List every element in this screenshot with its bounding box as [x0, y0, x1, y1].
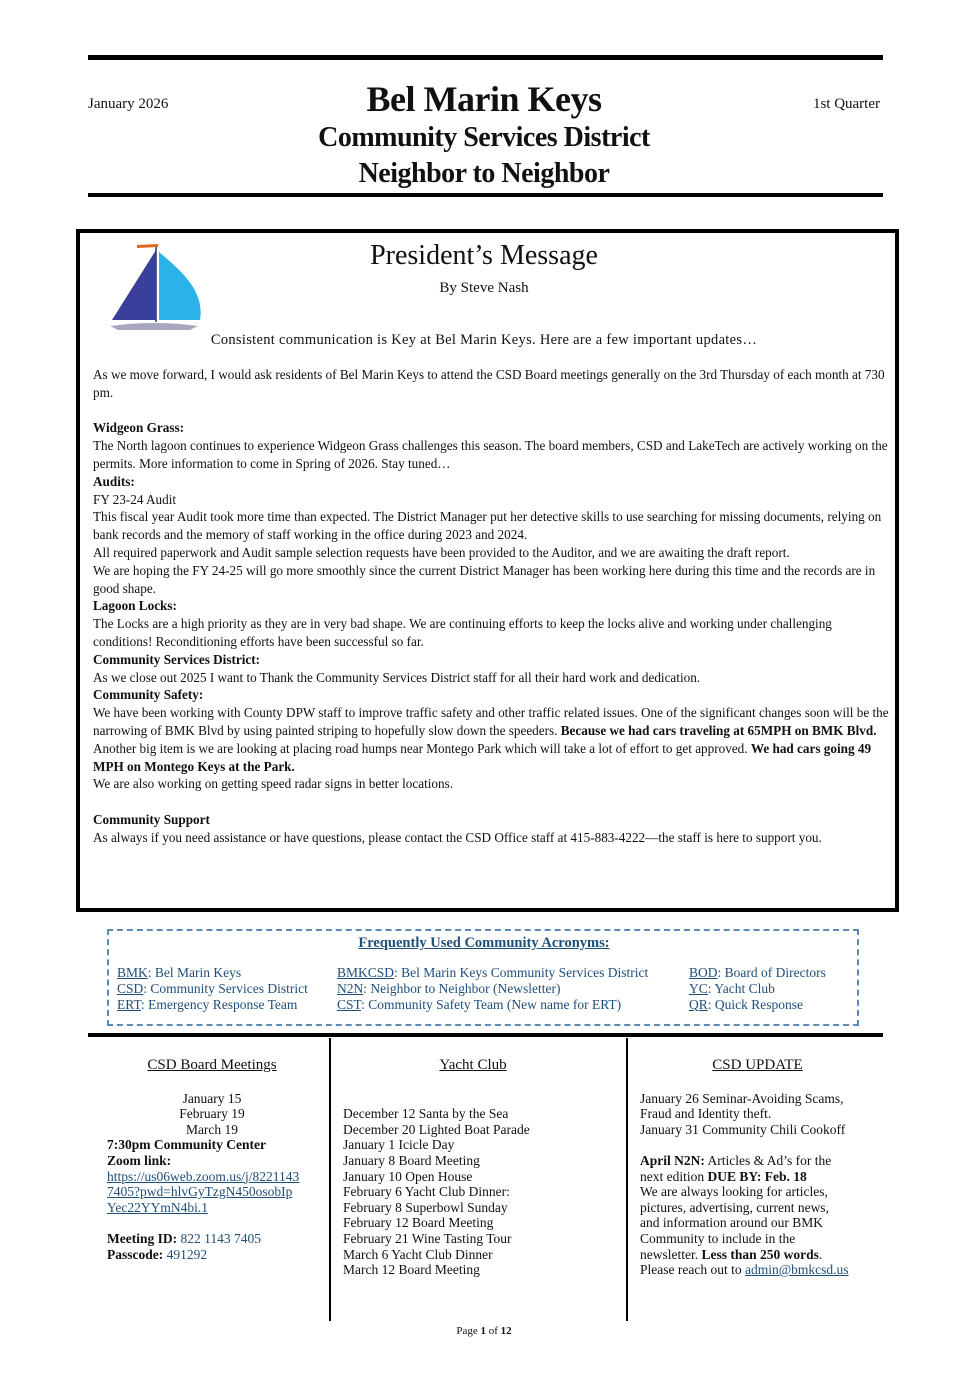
heading-lagoon-locks: Lagoon Locks:	[93, 598, 177, 614]
n2n-notice: April N2N: Articles & Ad’s for the	[640, 1152, 832, 1168]
paragraph-csd: As we close out 2025 I want to Thank the Community Services District staff for all their hard work and dedication.	[93, 669, 701, 685]
yacht-event: February 8 Superbowl Sunday	[343, 1199, 508, 1215]
issue-date: January 2026	[88, 96, 169, 112]
paragraph-audits-3: All required paperwork and Audit sample selection requests have been provided to the Auditor, and we are awaiting the draft report.	[93, 544, 790, 560]
meeting-date: February 19	[179, 1106, 245, 1122]
masthead-newsletter-name: Neighbor to Neighbor	[358, 158, 610, 189]
page-number: Page 1 of 12	[456, 1325, 512, 1337]
heading-csd: Community Services District:	[93, 651, 261, 667]
update-event: January 31 Community Chili Cookoff	[640, 1121, 846, 1137]
email-link[interactable]: admin@bmkcsd.us	[744, 1262, 849, 1278]
header-bottom-rule	[88, 193, 883, 197]
acronym-item: BMKCSD: Bel Marin Keys Community Services District	[337, 965, 649, 980]
passcode: Passcode: 491292	[107, 1246, 208, 1262]
board-meetings-column	[107, 1058, 317, 1262]
paragraph-community-safety-3: We are also working on getting speed radar signs in better locations.	[93, 776, 454, 792]
yacht-event: December 20 Lighted Boat Parade	[343, 1121, 530, 1137]
update-text: We are always looking for articles,	[640, 1184, 828, 1200]
csd-update-column	[640, 1058, 885, 1278]
paragraph-community-safety-1: We have been working with County DPW staff to improve traffic safety and other traffic related issues. One of the significant changes soon will be the narrowing of BMK Blvd by using painted striping to hopefully slow down the speeders. Because we had cars traveling at 65MPH on BMK Blvd.	[93, 705, 889, 738]
yacht-event: February 6 Yacht Club Dinner:	[343, 1184, 510, 1200]
yacht-event: February 21 Wine Tasting Tour	[343, 1230, 512, 1246]
yacht-event: March 6 Yacht Club Dinner	[343, 1246, 493, 1262]
president-message-body	[93, 366, 889, 847]
acronym-item: CSD: Community Services District	[117, 980, 308, 996]
update-text: newsletter. Less than 250 words.	[640, 1246, 823, 1262]
masthead-subtitle: Community Services District	[318, 122, 650, 153]
update-text: pictures, advertising, current news,	[640, 1199, 829, 1215]
president-message-byline: By Steve Nash	[439, 280, 529, 296]
acronym-item: BOD: Board of Directors	[689, 965, 826, 980]
acronym-item: N2N: Neighbor to Neighbor (Newsletter)	[337, 980, 561, 996]
heading-community-safety: Community Safety:	[93, 687, 204, 703]
yacht-club-title: Yacht Club	[439, 1057, 507, 1073]
zoom-label: Zoom link:	[107, 1152, 172, 1168]
paragraph-community-support: As always if you need assistance or have questions, please contact the CSD Office staff at 415-883-4222—the staff is here to support you.	[93, 829, 822, 845]
paragraph-widgeon-grass: The North lagoon continues to experience Widgeon Grass challenges this season. The board members, CSD and LakeTech are actively working on the permits. More information to come in Spring of 2026. Stay tuned…	[93, 438, 888, 471]
acronym-item: BMK: Bel Marin Keys	[117, 965, 242, 980]
heading-widgeon-grass: Widgeon Grass:	[93, 420, 184, 436]
paragraph-audits-4: We are hoping the FY 24-25 will go more smoothly since the current District Manager has been working here during this time and the records are in good shape.	[93, 562, 876, 596]
paragraph-board-meetings: As we move forward, I would ask residents of Bel Marin Keys to attend the CSD Board meetings generally on the 3rd Thursday of each month at 730 pm.	[93, 367, 885, 400]
issue-quarter: 1st Quarter	[812, 96, 880, 112]
yacht-club-column	[343, 1058, 613, 1278]
paragraph-lagoon-locks: The Locks are a high priority as they are in very bad shape. We are continuing efforts to keep the locks alive and working under challenging conditions! Reconditioning efforts have been successful so far.	[93, 616, 832, 649]
meeting-id: Meeting ID: 822 1143 7405	[107, 1230, 261, 1246]
paragraph-audits-2: This fiscal year Audit took more time than expected. The District Manager put her detective skills to use searching for missing documents, relying on bank records and the memory of staff working in the office during 2023 and 2024.	[93, 509, 882, 543]
csd-update-title: CSD UPDATE	[712, 1057, 803, 1073]
update-contact: Please reach out to admin@bmkcsd.us	[640, 1262, 849, 1278]
acronym-item: CST: Community Safety Team (New name for ERT)	[337, 996, 622, 1012]
meeting-date: March 19	[185, 1121, 239, 1137]
acronyms-column-1	[117, 965, 308, 1012]
yacht-event: March 12 Board Meeting	[343, 1262, 480, 1278]
acronyms-title: Frequently Used Community Acronyms:	[358, 935, 610, 951]
column-divider-2	[626, 1038, 628, 1321]
yacht-event: February 12 Board Meeting	[343, 1215, 494, 1231]
update-event: Fraud and Identity theft.	[640, 1106, 772, 1122]
yacht-event: January 10 Open House	[343, 1168, 473, 1184]
paragraph-community-safety-2: Another big item is we are looking at placing road humps near Montego Park which will take a lot of effort to get approved. We had cars going 49 MPH on Montego Keys at the Park.	[93, 740, 872, 774]
acronym-item: QR: Quick Response	[689, 996, 804, 1012]
acronym-item: ERT: Emergency Response Team	[117, 996, 298, 1012]
acronym-item: YC: Yacht Club	[689, 980, 775, 996]
yacht-event: December 12 Santa by the Sea	[343, 1106, 509, 1122]
yacht-event: January 8 Board Meeting	[343, 1152, 480, 1168]
board-meetings-title: CSD Board Meetings	[147, 1057, 277, 1073]
columns-top-rule	[88, 1033, 883, 1037]
president-message-intro: Consistent communication is Key at Bel Marin Keys. Here are a few important updates…	[210, 332, 758, 348]
column-divider-1	[329, 1038, 331, 1321]
masthead-title: Bel Marin Keys	[366, 79, 602, 119]
meeting-location: 7:30pm Community Center	[107, 1137, 266, 1153]
acronyms-column-2	[337, 965, 648, 1012]
n2n-due-date: next edition DUE BY: Feb. 18	[640, 1168, 807, 1184]
yacht-event: January 1 Icicle Day	[343, 1137, 455, 1153]
top-rule	[88, 55, 883, 60]
zoom-link[interactable]: https://us06web.zoom.us/j/8221143 7405?pwd=hlvGyTzgN450osobIp Yec22YYmN4bi.1	[107, 1168, 300, 1215]
acronyms-column-3	[689, 965, 826, 1012]
heading-community-support: Community Support	[93, 811, 210, 827]
meeting-date: January 15	[182, 1090, 242, 1106]
president-message-title: President’s Message	[370, 240, 598, 271]
paragraph-audits-1: FY 23-24 Audit	[93, 491, 177, 507]
heading-audits: Audits:	[93, 473, 135, 489]
update-event: January 26 Seminar-Avoiding Scams,	[640, 1090, 844, 1106]
update-text: Community to include in the	[640, 1230, 796, 1246]
update-text: and information around our BMK	[640, 1215, 823, 1231]
